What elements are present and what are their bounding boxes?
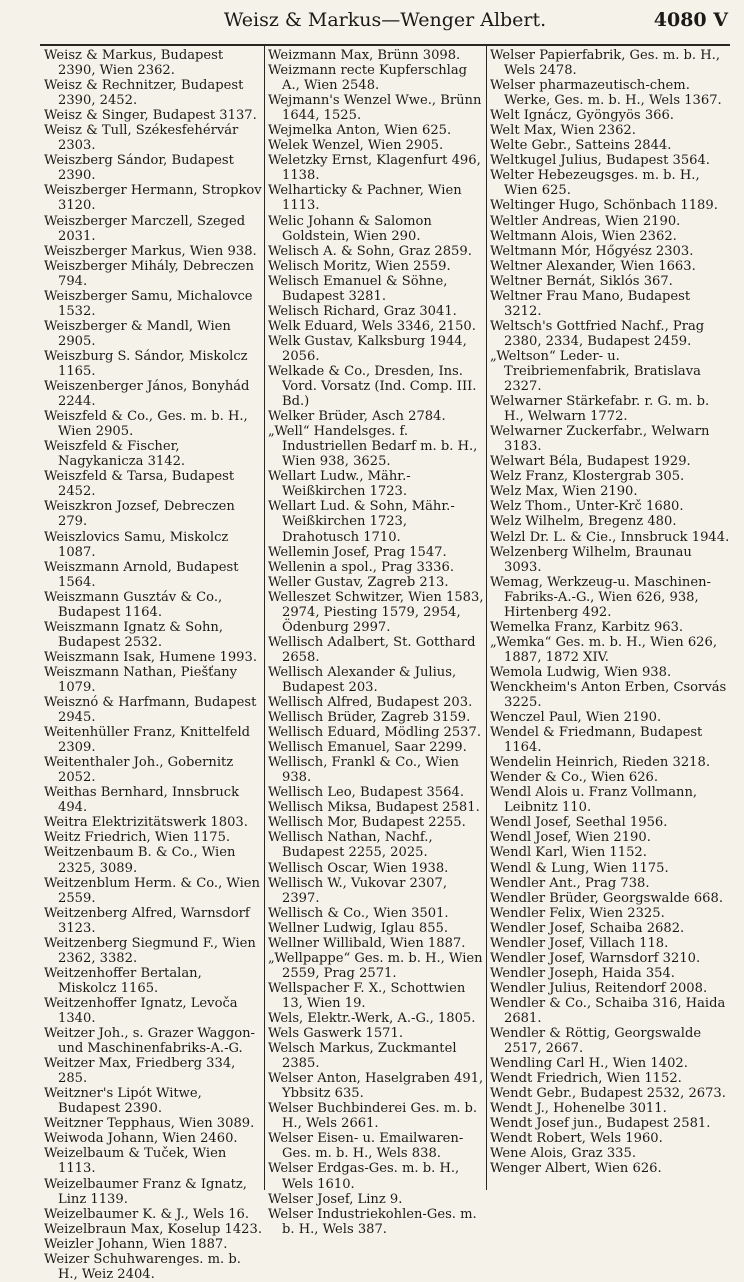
directory-entry: Weisz & Singer, Budapest 3137. xyxy=(44,108,257,124)
directory-entry: Welic Johann & Salomon Goldstein, Wien 290. xyxy=(268,213,432,244)
directory-entry: Wellisch Brüder, Zagreb 3159. xyxy=(268,710,471,726)
directory-entry: Wellemin Josef, Prag 1547. xyxy=(268,544,447,560)
directory-entry: Weiszlovics Samu, Miskolcz 1087. xyxy=(44,529,229,560)
column-divider-2 xyxy=(486,44,487,1190)
directory-entry: Weiszfeld & Co., Ges. m. b. H., Wien 2905. xyxy=(44,409,248,440)
directory-entry: Wellisch W., Vukovar 2307, 2397. xyxy=(268,875,447,906)
directory-entry: Weiszmann Nathan, Piešťany 1079. xyxy=(44,664,238,695)
directory-entry: „Weltson“ Leder- u. Treibriemenfabrik, Bratislava 2327. xyxy=(490,348,701,395)
directory-entry: Welzl Dr. L. & Cie., Innsbruck 1944. xyxy=(490,529,730,545)
directory-entry: Weltkugel Julius, Budapest 3564. xyxy=(490,153,710,169)
directory-entry: Wendler Joseph, Haida 354. xyxy=(490,965,675,981)
directory-entry: Welz Franz, Klostergrab 305. xyxy=(490,469,685,485)
directory-entry: Wellisch Oscar, Wien 1938. xyxy=(268,860,449,876)
directory-entry: Weiwoda Johann, Wien 2460. xyxy=(44,1131,238,1147)
directory-entry: Welz Max, Wien 2190. xyxy=(490,484,638,500)
directory-entry: Wellisch Alexander & Julius, Budapest 203. xyxy=(268,664,457,695)
directory-entry: Weitzenbaum B. & Co., Wien 2325, 3089. xyxy=(44,845,236,876)
directory-entry: Weitenhüller Franz, Knittelfeld 2309. xyxy=(44,725,251,756)
directory-entry: Weisz & Rechnitzer, Budapest 2390, 2452. xyxy=(44,78,244,109)
directory-entry: Weltmann Alois, Wien 2362. xyxy=(490,228,677,244)
directory-entry: Welwart Béla, Budapest 1929. xyxy=(490,454,691,470)
column-1 xyxy=(44,48,262,1282)
directory-entry: Welser Papierfabrik, Ges. m. b. H., Wels 2478. xyxy=(490,48,721,79)
directory-entry: Weiszberger Markus, Wien 938. xyxy=(44,243,257,259)
directory-entry: Wendler Josef, Warnsdorf 3210. xyxy=(490,950,701,966)
directory-entry: Weiszfeld & Fischer, Nagykanicza 3142. xyxy=(44,439,186,470)
directory-entry: Weizer Schuhwarenges. m. b. H., Weiz 2404. xyxy=(44,1251,241,1282)
directory-entry: Wellisch Mor, Budapest 2255. xyxy=(268,815,466,831)
directory-entry: Weizelbaumer Franz & Ignatz, Linz 1139. xyxy=(44,1176,247,1207)
directory-entry: Wellner Willibald, Wien 1887. xyxy=(268,935,466,951)
directory-entry: Welser Erdgas-Ges. m. b. H., Wels 1610. xyxy=(268,1161,460,1192)
directory-entry: Weiszmann Arnold, Budapest 1564. xyxy=(44,559,239,590)
directory-entry: Wendler Julius, Reitendorf 2008. xyxy=(490,980,708,996)
directory-entry: Wellisch Alfred, Budapest 203. xyxy=(268,695,473,711)
directory-entry: Welz Wilhelm, Bregenz 480. xyxy=(490,514,677,530)
directory-entry: Wendl Josef, Seethal 1956. xyxy=(490,815,668,831)
directory-entry: Weitzenberg Alfred, Warnsdorf 3123. xyxy=(44,905,250,936)
directory-entry: Welharticky & Pachner, Wien 1113. xyxy=(268,183,462,214)
column-2 xyxy=(268,48,484,1237)
directory-entry: Weitzenhoffer Ignatz, Levoča 1340. xyxy=(44,995,238,1026)
directory-entry: Wellenin a spol., Prag 3336. xyxy=(268,559,455,575)
page-header xyxy=(40,4,730,36)
page-number: 4080 V xyxy=(653,9,728,31)
directory-entry: Weiszmann Gusztáv & Co., Budapest 1164. xyxy=(44,589,223,620)
directory-entry: Wellisch Miksa, Budapest 2581. xyxy=(268,800,480,816)
directory-entry: Weiszberger Marczell, Szeged 2031. xyxy=(44,213,246,244)
directory-entry: Weizelbaumer K. & J., Wels 16. xyxy=(44,1206,250,1222)
directory-entry: Wellisch Nathan, Nachf., Budapest 2255, 2025. xyxy=(268,830,433,861)
directory-entry: Weitenthaler Joh., Gobernitz 2052. xyxy=(44,755,234,786)
directory-entry: Weitzer Joh., s. Grazer Waggon- und Maschinenfabriks-A.-G. xyxy=(44,1026,255,1057)
directory-entry: Wemelka Franz, Karbitz 963. xyxy=(490,619,684,635)
directory-entry: Wellisch & Co., Wien 3501. xyxy=(268,905,449,921)
directory-entry: Wenger Albert, Wien 626. xyxy=(490,1161,662,1177)
directory-entry: Welter Hebezeugsges. m. b. H., Wien 625. xyxy=(490,168,700,199)
directory-entry: Weiszkron Jozsef, Debreczen 279. xyxy=(44,499,235,530)
directory-entry: Weiszberger & Mandl, Wien 2905. xyxy=(44,318,231,349)
directory-entry: Wene Alois, Graz 335. xyxy=(490,1146,636,1162)
directory-entry: Wellisch Leo, Budapest 3564. xyxy=(268,785,465,801)
directory-entry: Wenckheim's Anton Erben, Csorvás 3225. xyxy=(490,679,727,711)
directory-entry: Wels, Elektr.-Werk, A.-G., 1805. xyxy=(268,1011,476,1026)
directory-entry: Welser Anton, Haselgraben 491, Ybbsitz 635. xyxy=(268,1071,484,1102)
directory-entry: Weiszmann Isak, Humene 1993. xyxy=(44,649,257,665)
directory-entry: Weltmann Mór, Hőgyész 2303. xyxy=(490,243,694,259)
directory-entry: Wendler Felix, Wien 2325. xyxy=(490,905,665,921)
directory-entry: Weiszfeld & Tarsa, Budapest 2452. xyxy=(44,469,235,500)
running-title: Weisz & Markus—Wenger Albert. xyxy=(223,9,547,31)
directory-entry: Weizelbaum & Tuček, Wien 1113. xyxy=(44,1146,227,1177)
column-3 xyxy=(490,48,730,1190)
directory-entry: Wendt Josef jun., Budapest 2581. xyxy=(490,1116,711,1132)
directory-entry: Wendler & Co., Schaiba 316, Haida 2681. xyxy=(490,995,726,1026)
directory-entry: Wemag, Werkzeug-u. Maschinen-Fabriks-A.-G., Wien 626, 938, Hirtenberg 492. xyxy=(490,574,711,620)
directory-entry: Weitzenblum Herm. & Co., Wien 2559. xyxy=(44,875,260,906)
directory-entry: Wendt Gebr., Budapest 2532, 2673. xyxy=(490,1086,726,1102)
directory-entry: Welsch Markus, Zuckmantel 2385. xyxy=(268,1041,457,1072)
directory-entry: Welleszet Schwitzer, Wien 1583, 2974, Piesting 1579, 2954, Ödenburg 2997. xyxy=(268,589,484,635)
directory-entry: Wellart Ludw., Mähr.-Weißkirchen 1723. xyxy=(268,469,411,500)
directory-entry: Wendl & Lung, Wien 1175. xyxy=(490,860,669,876)
directory-entry: „Wellpappe“ Ges. m. b. H., Wien 2559, Prag 2571. xyxy=(268,950,483,981)
directory-entry: Wels Gaswerk 1571. xyxy=(268,1026,403,1042)
directory-entry: Wenczel Paul, Wien 2190. xyxy=(490,710,662,726)
directory-entry: Welte Gebr., Satteins 2844. xyxy=(490,138,672,154)
directory-entry: Wellisch Eduard, Mödling 2537. xyxy=(268,725,482,741)
directory-entry: Welk Gustav, Kalksburg 1944, 2056. xyxy=(268,333,467,364)
directory-entry: Weitzner's Lipót Witwe, Budapest 2390. xyxy=(44,1086,202,1117)
directory-entry: Wellspacher F. X., Schottwien 13, Wien 19. xyxy=(268,980,466,1011)
directory-entry: Weiszberger Hermann, Stropkov 3120. xyxy=(44,183,262,214)
directory-entry: Weitzenhoffer Bertalan, Miskolcz 1165. xyxy=(44,965,202,996)
directory-entry: Welek Wenzel, Wien 2905. xyxy=(268,138,444,154)
header-rule xyxy=(40,44,730,46)
directory-entry: Welker Brüder, Asch 2784. xyxy=(268,409,446,425)
directory-entry: Welser Buchbinderei Ges. m. b. H., Wels 2661. xyxy=(268,1101,478,1132)
directory-entry: Welkade & Co., Dresden, Ins. Vord. Vorsatz (Ind. Comp. III. Bd.) xyxy=(268,363,477,410)
directory-entry: Welt Max, Wien 2362. xyxy=(490,123,636,139)
directory-entry: Welisch Moritz, Wien 2559. xyxy=(268,258,451,274)
directory-entry: Weizelbraun Max, Koselup 1423. xyxy=(44,1221,262,1237)
directory-entry: Weizler Johann, Wien 1887. xyxy=(44,1236,228,1252)
directory-entry: Weizmann Max, Brünn 3098. xyxy=(268,48,461,63)
directory-entry: Weitz Friedrich, Wien 1175. xyxy=(44,830,231,846)
directory-entry: Weitzer Max, Friedberg 334, 285. xyxy=(44,1056,236,1087)
directory-entry: Wellisch Emanuel, Saar 2299. xyxy=(268,740,467,756)
directory-entry: Weiszberg Sándor, Budapest 2390. xyxy=(44,153,234,184)
directory-entry: Wejmann's Wenzel Wwe., Brünn 1644, 1525. xyxy=(268,93,482,124)
directory-entry: Wendl Karl, Wien 1152. xyxy=(490,845,647,861)
directory-entry: Wejmelka Anton, Wien 625. xyxy=(268,123,452,139)
directory-entry: Weltner Frau Mano, Budapest 3212. xyxy=(490,288,691,319)
directory-entry: Welk Eduard, Wels 3346, 2150. xyxy=(268,318,476,334)
directory-entry: Welwarner Stärkefabr. r. G. m. b. H., Welwarn 1772. xyxy=(490,394,710,425)
directory-entry: Wendt Robert, Wels 1960. xyxy=(490,1131,663,1147)
directory-entry: Weizmann recte Kupferschlag A., Wien 2548. xyxy=(268,63,468,94)
directory-entry: Welser Eisen- u. Emailwaren-Ges. m. b. H., Wels 838. xyxy=(268,1131,464,1162)
directory-entry: Weltsch's Gottfried Nachf., Prag 2380, 2334, Budapest 2459. xyxy=(490,318,705,349)
directory-entry: Weiszenberger János, Bonyhád 2244. xyxy=(44,379,250,410)
directory-entry: Wendel & Friedmann, Budapest 1164. xyxy=(490,725,703,756)
directory-entry: Weitra Elektrizitätswerk 1803. xyxy=(44,815,248,831)
directory-entry: Wemola Ludwig, Wien 938. xyxy=(490,664,672,680)
directory-entry: Weitzenberg Siegmund F., Wien 2362, 3382. xyxy=(44,935,256,966)
directory-entry: Weisz & Tull, Székesfehérvár 2303. xyxy=(44,123,239,154)
directory-entry: Wellner Ludwig, Iglau 855. xyxy=(268,920,449,936)
directory-entry: Welisch Emanuel & Söhne, Budapest 3281. xyxy=(268,273,448,304)
directory-entry: Weithas Bernhard, Innsbruck 494. xyxy=(44,785,240,816)
directory-entry: Wellart Lud. & Sohn, Mähr.-Weißkirchen 1723, Drahotusch 1710. xyxy=(268,499,455,545)
directory-entry: Wendelin Heinrich, Rieden 3218. xyxy=(490,755,711,771)
directory-entry: Wendler Ant., Prag 738. xyxy=(490,875,650,891)
directory-entry: Weisznó & Harfmann, Budapest 2945. xyxy=(44,695,257,726)
directory-entry: Welzenberg Wilhelm, Braunau 3093. xyxy=(490,544,692,575)
directory-entry: Wellisch, Frankl & Co., Wien 938. xyxy=(268,755,459,786)
directory-entry: „Well“ Handelsges. f. Industriellen Bedarf m. b. H., Wien 938, 3625. xyxy=(268,424,478,470)
directory-entry: Wendler Josef, Villach 118. xyxy=(490,935,669,951)
directory-entry: Weller Gustav, Zagreb 213. xyxy=(268,574,449,590)
directory-entry: Weiszberger Mihály, Debreczen 794. xyxy=(44,258,254,289)
directory-entry: Weisz & Markus, Budapest 2390, Wien 2362. xyxy=(44,48,224,79)
directory-entry: Wendler Josef, Schaiba 2682. xyxy=(490,920,685,936)
column-divider-1 xyxy=(264,44,265,1190)
directory-entry: Weiszmann Ignatz & Sohn, Budapest 2532. xyxy=(44,619,224,650)
directory-entry: Weitzner Tepphaus, Wien 3089. xyxy=(44,1116,255,1132)
directory-entry: Weltinger Hugo, Schönbach 1189. xyxy=(490,198,718,214)
directory-entry: Welser pharmazeutisch-chem. Werke, Ges. m. b. H., Wels 1367. xyxy=(490,78,722,109)
directory-entry: Welser Josef, Linz 9. xyxy=(268,1191,403,1207)
directory-entry: Welisch A. & Sohn, Graz 2859. xyxy=(268,243,472,259)
directory-entry: Welz Thom., Unter-Krč 1680. xyxy=(490,499,684,515)
directory-entry: Welwarner Zuckerfabr., Welwarn 3183. xyxy=(490,424,710,455)
directory-entry: Wellisch Adalbert, St. Gotthard 2658. xyxy=(268,634,476,665)
directory-entry: „Wemka“ Ges. m. b. H., Wien 626, 1887, 1872 XIV. xyxy=(490,634,717,665)
directory-entry: Weiszberger Samu, Michalovce 1532. xyxy=(44,288,253,319)
directory-entry: Wendler Brüder, Georgswalde 668. xyxy=(490,890,724,906)
directory-entry: Wendl Alois u. Franz Vollmann, Leibnitz 110. xyxy=(490,785,698,816)
directory-entry: Weltner Bernát, Siklós 367. xyxy=(490,273,673,289)
directory-entry: Wendling Carl H., Wien 1402. xyxy=(490,1056,688,1072)
directory-entry: Weiszburg S. Sándor, Miskolcz 1165. xyxy=(44,348,248,379)
directory-entry: Wendler & Röttig, Georgswalde 2517, 2667. xyxy=(490,1026,702,1057)
directory-entry: Welisch Richard, Graz 3041. xyxy=(268,303,457,319)
directory-entry: Weltler Andreas, Wien 2190. xyxy=(490,213,681,229)
directory-entry: Welt Ignácz, Gyöngyös 366. xyxy=(490,108,674,124)
directory-entry: Welser Industriekohlen-Ges. m. b. H., Wels 387. xyxy=(268,1206,477,1237)
directory-entry: Wendl Josef, Wien 2190. xyxy=(490,830,651,846)
directory-entry: Wendt J., Hohenelbe 3011. xyxy=(490,1101,667,1117)
directory-entry: Weletzky Ernst, Klagenfurt 496, 1138. xyxy=(268,153,481,184)
directory-entry: Wender & Co., Wien 626. xyxy=(490,770,659,786)
directory-entry: Weltner Alexander, Wien 1663. xyxy=(490,258,696,274)
directory-entry: Wendt Friedrich, Wien 1152. xyxy=(490,1071,682,1087)
